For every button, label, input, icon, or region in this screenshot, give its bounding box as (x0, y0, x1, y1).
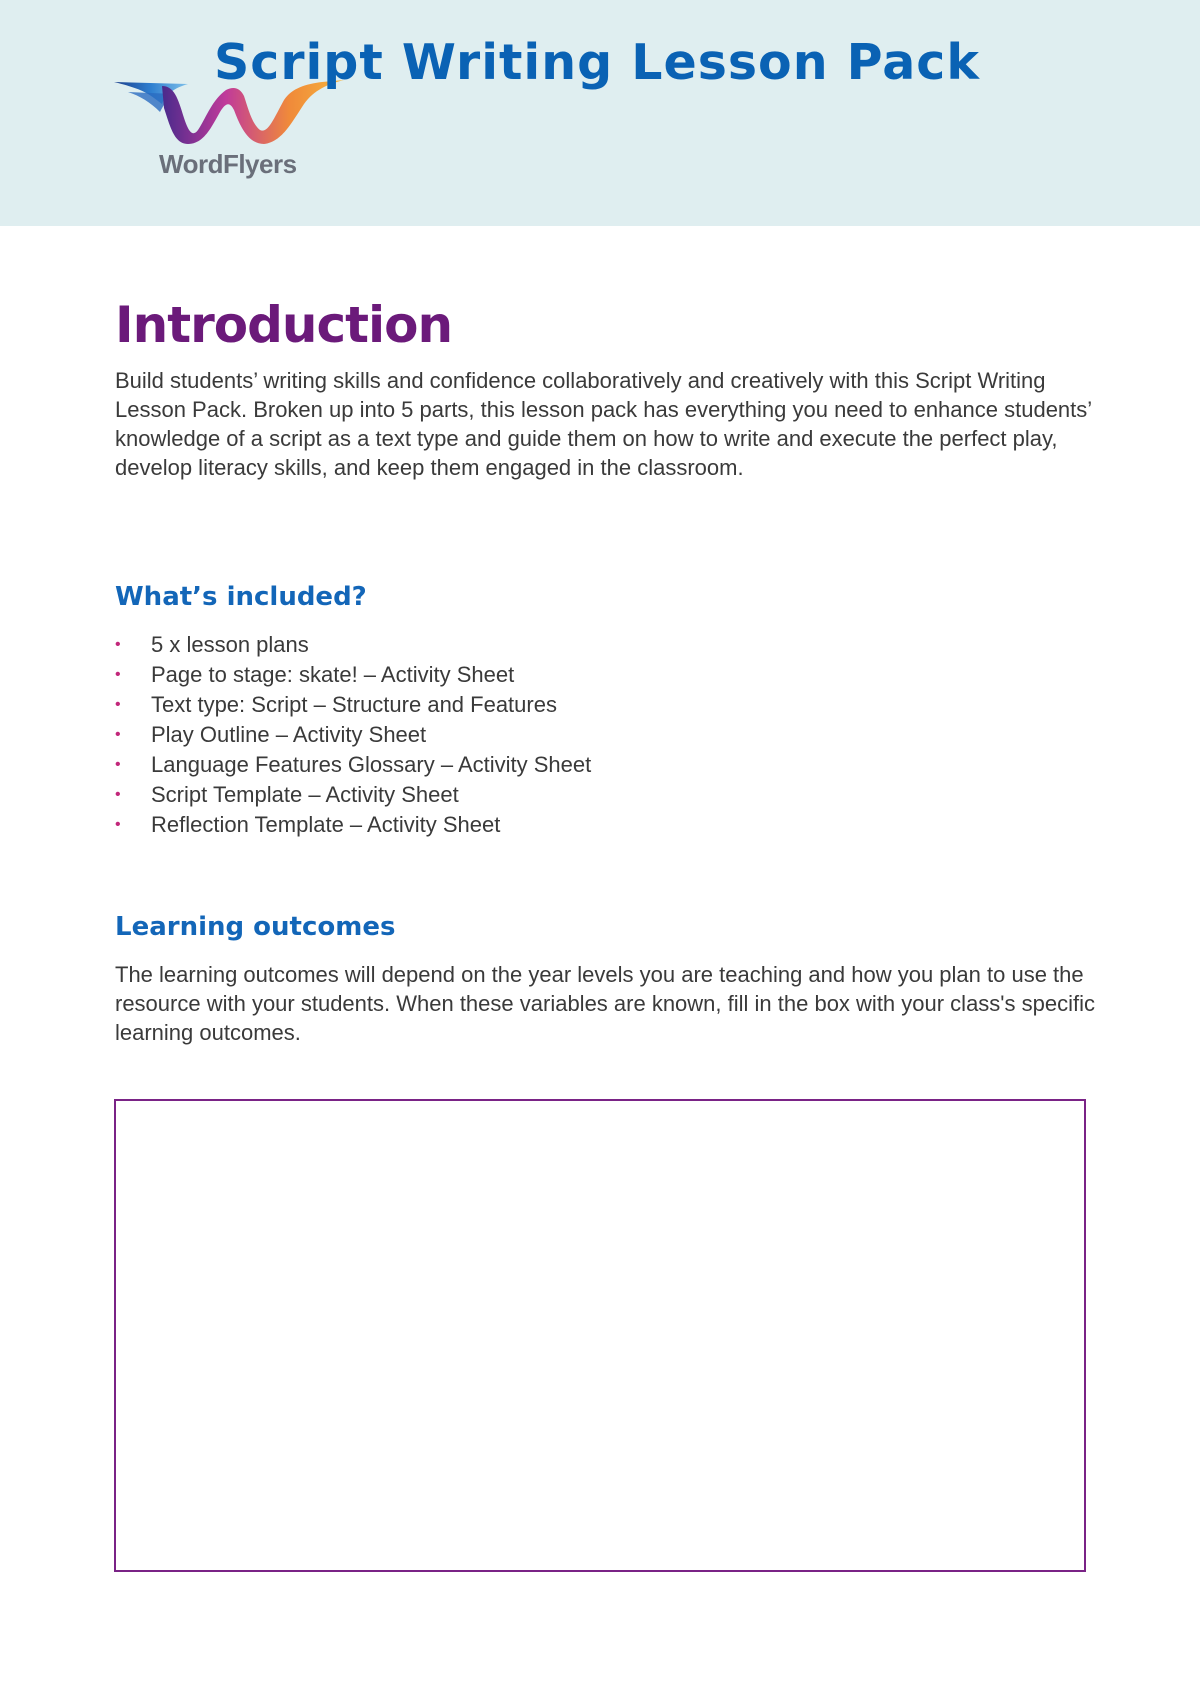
list-item: • Script Template – Activity Sheet (115, 780, 591, 810)
bullet-icon: • (115, 726, 121, 743)
learning-outcomes-heading: Learning outcomes (115, 912, 396, 942)
learning-outcomes-box[interactable] (114, 1099, 1086, 1572)
list-item: • Text type: Script – Structure and Features (115, 690, 591, 720)
bullet-icon: • (115, 756, 121, 773)
introduction-paragraph: Build students’ writing skills and confidence collaboratively and creatively with this Script Writing Lesson Pack. Broken up into 5 parts, this lesson pack has everything you need to enhance students’ knowledge of a script as a text type and guide them on how to write and execute the perfect play, develop literacy skills, and keep them engaged in the classroom. (115, 368, 1092, 480)
bullet-icon: • (115, 636, 121, 653)
list-item: • 5 x lesson plans (115, 630, 591, 660)
bullet-icon: • (115, 816, 121, 833)
list-item: • Page to stage: skate! – Activity Sheet (115, 660, 591, 690)
page-header (0, 0, 1200, 226)
list-item: • Reflection Template – Activity Sheet (115, 810, 591, 840)
bullet-icon: • (115, 696, 121, 713)
bullet-icon: • (115, 666, 121, 683)
bullet-icon: • (115, 786, 121, 803)
wordflyers-logo (114, 78, 344, 182)
introduction-heading: Introduction (115, 296, 453, 354)
document-title: Script Writing Lesson Pack (214, 34, 980, 91)
whats-included-heading: What’s included? (115, 582, 367, 612)
learning-outcomes-paragraph: The learning outcomes will depend on the year levels you are teaching and how you plan to use the resource with your students. When these variables are known, fill in the box with your class's specific learning outcomes. (115, 962, 1095, 1045)
included-list (115, 630, 591, 840)
list-item: • Play Outline – Activity Sheet (115, 720, 591, 750)
logo-wordmark: WordFlyers (159, 149, 297, 179)
list-item: • Language Features Glossary – Activity Sheet (115, 750, 591, 780)
